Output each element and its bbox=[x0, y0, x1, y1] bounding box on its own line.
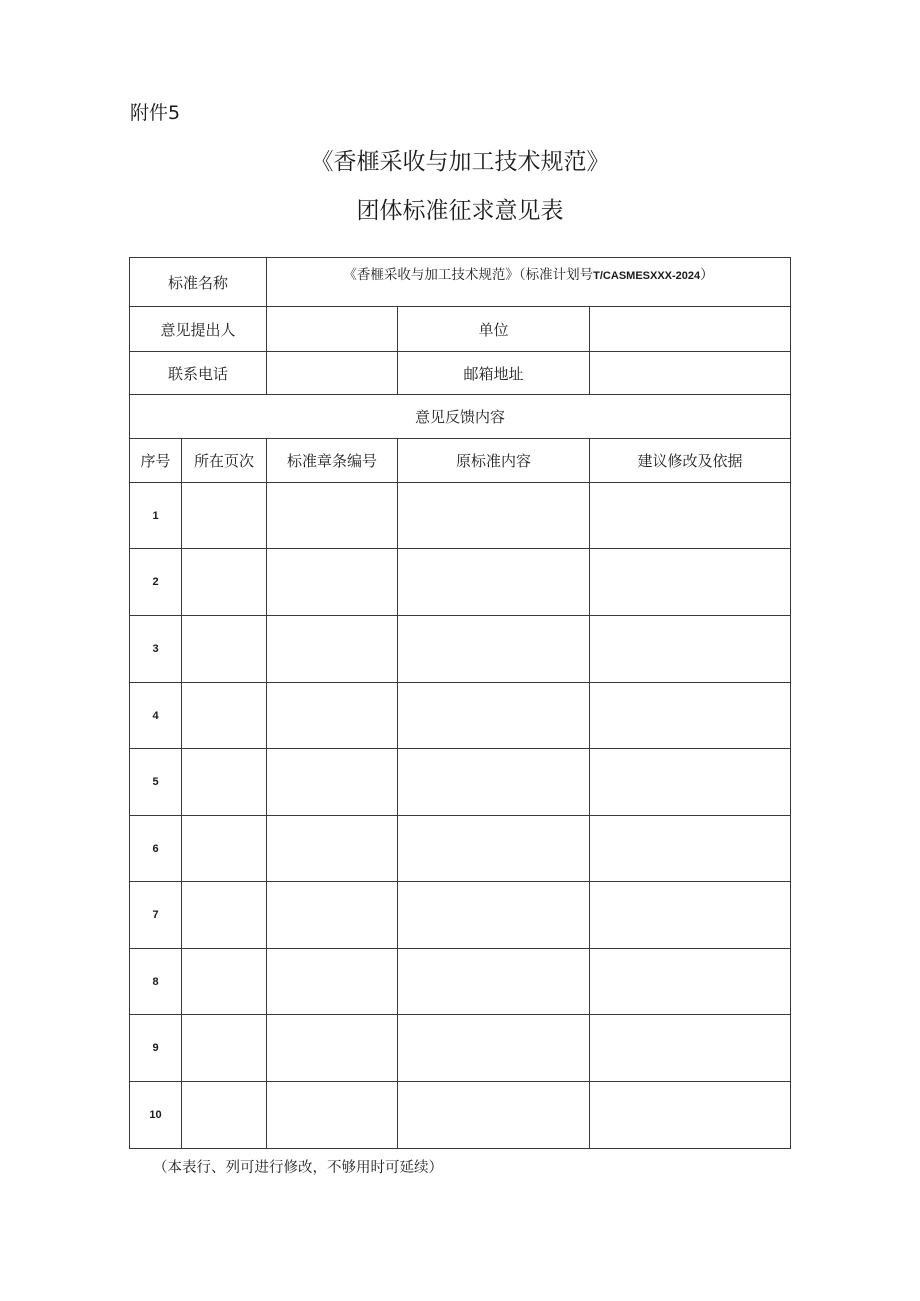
row-number: 10 bbox=[130, 1082, 182, 1149]
row-number: 4 bbox=[130, 683, 182, 749]
col-header-suggestion: 建议修改及依据 bbox=[590, 439, 791, 483]
clause-cell[interactable] bbox=[267, 1015, 398, 1082]
phone-field[interactable] bbox=[267, 352, 398, 395]
footer-note: （本表行、列可进行修改，不够用时可延续） bbox=[153, 1160, 443, 1176]
proposer-row bbox=[130, 307, 791, 352]
page-cell[interactable] bbox=[182, 816, 267, 882]
document-subtitle: 团体标准征求意见表 bbox=[356, 198, 564, 224]
page-cell[interactable] bbox=[182, 483, 267, 549]
suggestion-cell[interactable] bbox=[590, 949, 791, 1015]
page-cell[interactable] bbox=[182, 683, 267, 749]
suggestion-cell[interactable] bbox=[590, 549, 791, 616]
row-number: 1 bbox=[130, 483, 182, 549]
feedback-form-table bbox=[129, 257, 791, 1149]
original-content-cell[interactable] bbox=[398, 816, 590, 882]
form-body bbox=[130, 258, 791, 1149]
suggestion-cell[interactable] bbox=[590, 616, 791, 683]
original-content-cell[interactable] bbox=[398, 549, 590, 616]
suggestion-cell[interactable] bbox=[590, 882, 791, 949]
clause-cell[interactable] bbox=[267, 949, 398, 1015]
page-cell[interactable] bbox=[182, 549, 267, 616]
clause-cell[interactable] bbox=[267, 882, 398, 949]
proposer-label: 意见提出人 bbox=[130, 307, 267, 352]
table-row bbox=[130, 549, 791, 616]
original-content-cell[interactable] bbox=[398, 483, 590, 549]
suggestion-cell[interactable] bbox=[590, 483, 791, 549]
clause-cell[interactable] bbox=[267, 749, 398, 816]
page-cell[interactable] bbox=[182, 1015, 267, 1082]
clause-cell[interactable] bbox=[267, 549, 398, 616]
attachment-label: 附件5 bbox=[130, 102, 181, 124]
table-row bbox=[130, 816, 791, 882]
standard-plan-number: T/CASMESXXX-2024 bbox=[593, 270, 701, 282]
col-header-seq: 序号 bbox=[130, 439, 182, 483]
clause-cell[interactable] bbox=[267, 683, 398, 749]
original-content-cell[interactable] bbox=[398, 1082, 590, 1149]
original-content-cell[interactable] bbox=[398, 683, 590, 749]
clause-cell[interactable] bbox=[267, 1082, 398, 1149]
clause-cell[interactable] bbox=[267, 483, 398, 549]
row-number: 5 bbox=[130, 749, 182, 816]
original-content-cell[interactable] bbox=[398, 616, 590, 683]
table-row bbox=[130, 1082, 791, 1149]
phone-label: 联系电话 bbox=[130, 352, 267, 395]
table-row bbox=[130, 683, 791, 749]
page-cell[interactable] bbox=[182, 949, 267, 1015]
feedback-section-title: 意见反馈内容 bbox=[130, 395, 791, 439]
column-header-row bbox=[130, 439, 791, 483]
standard-name-label: 标准名称 bbox=[130, 258, 267, 307]
table-row bbox=[130, 616, 791, 683]
suggestion-cell[interactable] bbox=[590, 1082, 791, 1149]
original-content-cell[interactable] bbox=[398, 882, 590, 949]
suggestion-cell[interactable] bbox=[590, 749, 791, 816]
unit-field[interactable] bbox=[590, 307, 791, 352]
document-title: 《香榧采收与加工技术规范》 bbox=[310, 149, 610, 175]
table-row bbox=[130, 483, 791, 549]
clause-cell[interactable] bbox=[267, 816, 398, 882]
table-row bbox=[130, 1015, 791, 1082]
row-number: 3 bbox=[130, 616, 182, 683]
standard-name-value: 《香榧采收与加工技术规范》（标准计划号T/CASMESXXX-2024） bbox=[267, 258, 791, 307]
original-content-cell[interactable] bbox=[398, 949, 590, 1015]
email-label: 邮箱地址 bbox=[398, 352, 590, 395]
col-header-page: 所在页次 bbox=[182, 439, 267, 483]
email-field[interactable] bbox=[590, 352, 791, 395]
row-number: 7 bbox=[130, 882, 182, 949]
original-content-cell[interactable] bbox=[398, 1015, 590, 1082]
suggestion-cell[interactable] bbox=[590, 683, 791, 749]
table-row bbox=[130, 749, 791, 816]
suggestion-cell[interactable] bbox=[590, 1015, 791, 1082]
row-number: 6 bbox=[130, 816, 182, 882]
standard-name-row bbox=[130, 258, 791, 307]
page-cell[interactable] bbox=[182, 749, 267, 816]
table-row bbox=[130, 882, 791, 949]
suggestion-cell[interactable] bbox=[590, 816, 791, 882]
original-content-cell[interactable] bbox=[398, 749, 590, 816]
proposer-field[interactable] bbox=[267, 307, 398, 352]
row-number: 8 bbox=[130, 949, 182, 1015]
page-cell[interactable] bbox=[182, 882, 267, 949]
page-cell[interactable] bbox=[182, 1082, 267, 1149]
row-number: 9 bbox=[130, 1015, 182, 1082]
clause-cell[interactable] bbox=[267, 616, 398, 683]
contact-row bbox=[130, 352, 791, 395]
col-header-original: 原标准内容 bbox=[398, 439, 590, 483]
table-row bbox=[130, 949, 791, 1015]
unit-label: 单位 bbox=[398, 307, 590, 352]
row-number: 2 bbox=[130, 549, 182, 616]
feedback-section-row bbox=[130, 395, 791, 439]
page-cell[interactable] bbox=[182, 616, 267, 683]
col-header-clause: 标准章条编号 bbox=[267, 439, 398, 483]
